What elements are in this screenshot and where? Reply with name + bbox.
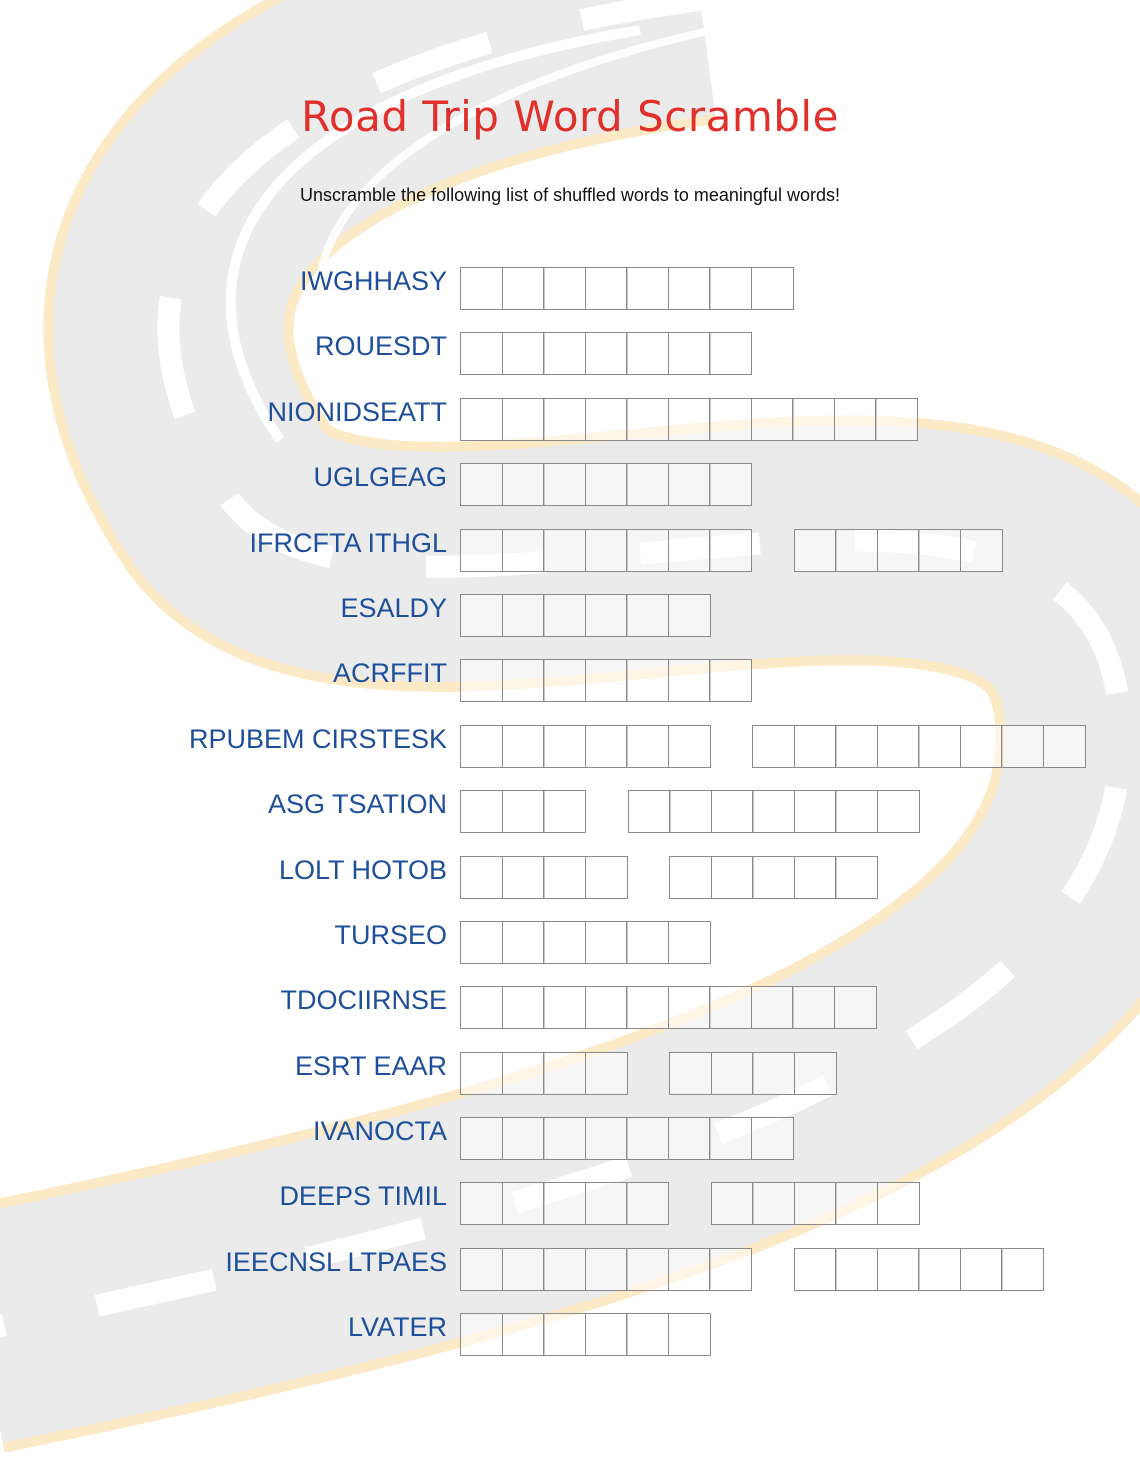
letter-box[interactable] bbox=[835, 790, 878, 833]
letter-box[interactable] bbox=[877, 790, 920, 833]
answer-boxes bbox=[460, 463, 794, 506]
letter-box[interactable] bbox=[709, 463, 752, 506]
letter-box[interactable] bbox=[668, 986, 711, 1029]
puzzle-row bbox=[0, 920, 1140, 985]
letter-box[interactable] bbox=[502, 1117, 545, 1160]
answer-word-group bbox=[460, 332, 751, 375]
puzzle-list bbox=[0, 266, 1140, 1378]
scrambled-word: ESRT EAAR bbox=[294, 1050, 447, 1081]
letter-box[interactable] bbox=[585, 921, 628, 964]
letter-box[interactable] bbox=[918, 1248, 961, 1291]
letter-box[interactable] bbox=[877, 529, 920, 572]
letter-box[interactable] bbox=[502, 332, 545, 375]
letter-box[interactable] bbox=[709, 398, 752, 441]
letter-box[interactable] bbox=[628, 790, 671, 833]
letter-box[interactable] bbox=[794, 529, 837, 572]
letter-box[interactable] bbox=[751, 986, 794, 1029]
letter-box[interactable] bbox=[502, 1313, 545, 1356]
letter-box[interactable] bbox=[709, 529, 752, 572]
letter-box[interactable] bbox=[668, 332, 711, 375]
letter-box[interactable] bbox=[626, 725, 669, 768]
answer-word-group bbox=[669, 1052, 835, 1095]
answer-boxes bbox=[460, 529, 1044, 572]
scrambled-word: RPUBEM CIRSTESK bbox=[188, 723, 447, 754]
answer-boxes bbox=[460, 1182, 961, 1225]
letter-box[interactable] bbox=[502, 659, 545, 702]
letter-box[interactable] bbox=[1001, 725, 1044, 768]
letter-box[interactable] bbox=[794, 790, 837, 833]
answer-boxes bbox=[460, 921, 752, 964]
letter-box[interactable] bbox=[585, 332, 628, 375]
puzzle-row bbox=[0, 789, 1140, 854]
letter-box[interactable] bbox=[585, 1182, 628, 1225]
letter-box[interactable] bbox=[752, 790, 795, 833]
scrambled-word: NIONIDSEATT bbox=[267, 396, 447, 427]
letter-box[interactable] bbox=[502, 267, 545, 310]
answer-word-group bbox=[460, 267, 792, 310]
answer-word-group bbox=[460, 463, 751, 506]
letter-box[interactable] bbox=[543, 1182, 586, 1225]
letter-box[interactable] bbox=[918, 725, 961, 768]
answer-word-group bbox=[460, 1182, 668, 1225]
scrambled-word: ROUESDT bbox=[314, 331, 447, 362]
letter-box[interactable] bbox=[502, 594, 545, 637]
answer-word-group bbox=[460, 529, 751, 572]
letter-box[interactable] bbox=[669, 856, 712, 899]
puzzle-row bbox=[0, 1312, 1140, 1377]
answer-word-group bbox=[669, 856, 877, 899]
puzzle-row bbox=[0, 266, 1140, 331]
letter-box[interactable] bbox=[711, 790, 754, 833]
letter-box[interactable] bbox=[668, 1248, 711, 1291]
letter-box[interactable] bbox=[502, 1248, 545, 1291]
letter-box[interactable] bbox=[835, 725, 878, 768]
answer-boxes bbox=[460, 1052, 878, 1095]
letter-box[interactable] bbox=[668, 463, 711, 506]
letter-box[interactable] bbox=[669, 1052, 712, 1095]
answer-boxes bbox=[460, 1313, 752, 1356]
letter-box[interactable] bbox=[626, 659, 669, 702]
letter-box[interactable] bbox=[794, 856, 837, 899]
letter-box[interactable] bbox=[543, 790, 586, 833]
puzzle-row bbox=[0, 1051, 1140, 1116]
letter-box[interactable] bbox=[752, 1182, 795, 1225]
scrambled-word: IWGHHASY bbox=[299, 266, 447, 296]
answer-word-group bbox=[460, 659, 751, 702]
answer-boxes bbox=[460, 1248, 1086, 1291]
answer-word-group bbox=[460, 790, 585, 833]
letter-box[interactable] bbox=[794, 1182, 837, 1225]
letter-box[interactable] bbox=[460, 529, 503, 572]
answer-word-group bbox=[460, 725, 709, 768]
answer-boxes bbox=[460, 594, 752, 637]
letter-box[interactable] bbox=[543, 1117, 586, 1160]
puzzle-row bbox=[0, 528, 1140, 593]
letter-box[interactable] bbox=[626, 398, 669, 441]
scrambled-word: ACRFFIT bbox=[333, 658, 447, 689]
letter-box[interactable] bbox=[835, 529, 878, 572]
letter-box[interactable] bbox=[502, 986, 545, 1029]
letter-box[interactable] bbox=[543, 856, 586, 899]
answer-word-group bbox=[460, 986, 875, 1029]
answer-word-group bbox=[711, 1182, 919, 1225]
letter-box[interactable] bbox=[668, 529, 711, 572]
letter-box[interactable] bbox=[709, 659, 752, 702]
answer-boxes bbox=[460, 725, 1127, 768]
letter-box[interactable] bbox=[585, 986, 628, 1029]
letter-box[interactable] bbox=[626, 332, 669, 375]
letter-box[interactable] bbox=[460, 1313, 503, 1356]
letter-box[interactable] bbox=[460, 790, 503, 833]
letter-box[interactable] bbox=[585, 1117, 628, 1160]
scrambled-word: LOLT HOTOB bbox=[278, 854, 447, 885]
letter-box[interactable] bbox=[626, 463, 669, 506]
letter-box[interactable] bbox=[543, 659, 586, 702]
answer-boxes bbox=[460, 659, 794, 702]
letter-box[interactable] bbox=[502, 725, 545, 768]
letter-box[interactable] bbox=[585, 463, 628, 506]
letter-box[interactable] bbox=[585, 856, 628, 899]
letter-box[interactable] bbox=[877, 1182, 920, 1225]
puzzle-row bbox=[0, 1247, 1140, 1312]
letter-box[interactable] bbox=[877, 725, 920, 768]
letter-box[interactable] bbox=[543, 267, 586, 310]
letter-box[interactable] bbox=[626, 267, 669, 310]
letter-box[interactable] bbox=[543, 725, 586, 768]
letter-box[interactable] bbox=[460, 921, 503, 964]
letter-box[interactable] bbox=[626, 1182, 669, 1225]
letter-box[interactable] bbox=[875, 398, 918, 441]
letter-box[interactable] bbox=[668, 267, 711, 310]
letter-box[interactable] bbox=[709, 1117, 752, 1160]
letter-box[interactable] bbox=[502, 1052, 545, 1095]
instructions: Unscramble the following list of shuffled words to meaningful words! bbox=[300, 185, 840, 205]
scrambled-word: UGLGEAG bbox=[313, 462, 447, 493]
letter-box[interactable] bbox=[543, 529, 586, 572]
letter-box[interactable] bbox=[668, 659, 711, 702]
letter-box[interactable] bbox=[543, 594, 586, 637]
answer-word-group bbox=[460, 1052, 626, 1095]
scrambled-word: ASG TSATION bbox=[267, 789, 447, 820]
letter-box[interactable] bbox=[460, 1248, 503, 1291]
answer-word-group bbox=[460, 1117, 792, 1160]
scrambled-word: IFRCFTA ITHGL bbox=[249, 527, 447, 558]
letter-box[interactable] bbox=[669, 790, 712, 833]
answer-boxes bbox=[460, 1117, 835, 1160]
letter-box[interactable] bbox=[585, 1052, 628, 1095]
letter-box[interactable] bbox=[460, 594, 503, 637]
letter-box[interactable] bbox=[835, 856, 878, 899]
letter-box[interactable] bbox=[794, 1052, 837, 1095]
letter-box[interactable] bbox=[460, 267, 503, 310]
puzzle-row bbox=[0, 985, 1140, 1050]
letter-box[interactable] bbox=[502, 398, 545, 441]
page-title: Road Trip Word Scramble bbox=[301, 92, 839, 141]
letter-box[interactable] bbox=[668, 594, 711, 637]
answer-word-group bbox=[460, 1248, 751, 1291]
letter-box[interactable] bbox=[543, 463, 586, 506]
letter-box[interactable] bbox=[502, 463, 545, 506]
letter-box[interactable] bbox=[709, 986, 752, 1029]
scrambled-word: IEECNSL LTPAES bbox=[225, 1246, 447, 1277]
letter-box[interactable] bbox=[543, 1313, 586, 1356]
answer-boxes bbox=[460, 267, 835, 310]
letter-box[interactable] bbox=[709, 332, 752, 375]
letter-box[interactable] bbox=[502, 1182, 545, 1225]
letter-box[interactable] bbox=[626, 921, 669, 964]
letter-box[interactable] bbox=[502, 790, 545, 833]
letter-box[interactable] bbox=[835, 1248, 878, 1291]
letter-box[interactable] bbox=[585, 1313, 628, 1356]
letter-box[interactable] bbox=[877, 1248, 920, 1291]
letter-box[interactable] bbox=[668, 1313, 711, 1356]
letter-box[interactable] bbox=[834, 986, 877, 1029]
letter-box[interactable] bbox=[626, 986, 669, 1029]
answer-word-group bbox=[752, 725, 1084, 768]
letter-box[interactable] bbox=[626, 594, 669, 637]
letter-box[interactable] bbox=[460, 1117, 503, 1160]
letter-box[interactable] bbox=[709, 1248, 752, 1291]
letter-box[interactable] bbox=[460, 1052, 503, 1095]
puzzle-row bbox=[0, 397, 1140, 462]
answer-boxes bbox=[460, 856, 920, 899]
puzzle-row bbox=[0, 462, 1140, 527]
answer-boxes bbox=[460, 986, 918, 1029]
scrambled-word: ESALDY bbox=[340, 592, 447, 623]
letter-box[interactable] bbox=[752, 856, 795, 899]
letter-box[interactable] bbox=[626, 1313, 669, 1356]
letter-box[interactable] bbox=[585, 725, 628, 768]
letter-box[interactable] bbox=[794, 725, 837, 768]
letter-box[interactable] bbox=[752, 725, 795, 768]
letter-box[interactable] bbox=[751, 267, 794, 310]
letter-box[interactable] bbox=[751, 398, 794, 441]
letter-box[interactable] bbox=[668, 725, 711, 768]
letter-box[interactable] bbox=[543, 1052, 586, 1095]
letter-box[interactable] bbox=[751, 1117, 794, 1160]
letter-box[interactable] bbox=[460, 725, 503, 768]
letter-box[interactable] bbox=[585, 529, 628, 572]
letter-box[interactable] bbox=[585, 1248, 628, 1291]
puzzle-row bbox=[0, 855, 1140, 920]
answer-word-group bbox=[628, 790, 919, 833]
scrambled-word: DEEPS TIMIL bbox=[279, 1181, 447, 1212]
letter-box[interactable] bbox=[960, 725, 1003, 768]
letter-box[interactable] bbox=[1043, 725, 1086, 768]
letter-box[interactable] bbox=[502, 921, 545, 964]
answer-word-group bbox=[794, 529, 1002, 572]
letter-box[interactable] bbox=[711, 856, 754, 899]
answer-boxes bbox=[460, 332, 794, 375]
letter-box[interactable] bbox=[752, 1052, 795, 1095]
puzzle-row bbox=[0, 1116, 1140, 1181]
letter-box[interactable] bbox=[626, 1117, 669, 1160]
letter-box[interactable] bbox=[543, 398, 586, 441]
letter-box[interactable] bbox=[543, 332, 586, 375]
letter-box[interactable] bbox=[792, 398, 835, 441]
letter-box[interactable] bbox=[668, 921, 711, 964]
letter-box[interactable] bbox=[711, 1052, 754, 1095]
answer-word-group bbox=[460, 921, 709, 964]
letter-box[interactable] bbox=[834, 398, 877, 441]
letter-box[interactable] bbox=[792, 986, 835, 1029]
letter-box[interactable] bbox=[502, 856, 545, 899]
answer-word-group bbox=[460, 594, 709, 637]
letter-box[interactable] bbox=[960, 529, 1003, 572]
answer-boxes bbox=[460, 790, 961, 833]
puzzle-row bbox=[0, 331, 1140, 396]
letter-box[interactable] bbox=[668, 398, 711, 441]
answer-boxes bbox=[460, 398, 960, 441]
letter-box[interactable] bbox=[460, 1182, 503, 1225]
puzzle-row bbox=[0, 724, 1140, 789]
puzzle-row bbox=[0, 593, 1140, 658]
letter-box[interactable] bbox=[543, 1248, 586, 1291]
letter-box[interactable] bbox=[960, 1248, 1003, 1291]
answer-word-group bbox=[460, 856, 626, 899]
letter-box[interactable] bbox=[502, 529, 545, 572]
puzzle-row bbox=[0, 658, 1140, 723]
letter-box[interactable] bbox=[709, 267, 752, 310]
letter-box[interactable] bbox=[626, 529, 669, 572]
letter-box[interactable] bbox=[585, 594, 628, 637]
letter-box[interactable] bbox=[585, 267, 628, 310]
letter-box[interactable] bbox=[1001, 1248, 1044, 1291]
answer-word-group bbox=[460, 1313, 709, 1356]
scrambled-word: TDOCIIRNSE bbox=[280, 985, 447, 1016]
letter-box[interactable] bbox=[918, 529, 961, 572]
letter-box[interactable] bbox=[626, 1248, 669, 1291]
letter-box[interactable] bbox=[460, 398, 503, 441]
letter-box[interactable] bbox=[585, 659, 628, 702]
letter-box[interactable] bbox=[668, 1117, 711, 1160]
letter-box[interactable] bbox=[543, 986, 586, 1029]
letter-box[interactable] bbox=[794, 1248, 837, 1291]
puzzle-row bbox=[0, 1181, 1140, 1246]
letter-box[interactable] bbox=[460, 986, 503, 1029]
letter-box[interactable] bbox=[543, 921, 586, 964]
letter-box[interactable] bbox=[460, 463, 503, 506]
letter-box[interactable] bbox=[585, 398, 628, 441]
answer-word-group bbox=[794, 1248, 1043, 1291]
letter-box[interactable] bbox=[460, 856, 503, 899]
letter-box[interactable] bbox=[460, 659, 503, 702]
scrambled-word: LVATER bbox=[347, 1312, 447, 1343]
letter-box[interactable] bbox=[711, 1182, 754, 1225]
letter-box[interactable] bbox=[460, 332, 503, 375]
scrambled-word: IVANOCTA bbox=[312, 1116, 447, 1147]
answer-word-group bbox=[460, 398, 917, 441]
letter-box[interactable] bbox=[835, 1182, 878, 1225]
scrambled-word: TURSEO bbox=[334, 919, 447, 950]
